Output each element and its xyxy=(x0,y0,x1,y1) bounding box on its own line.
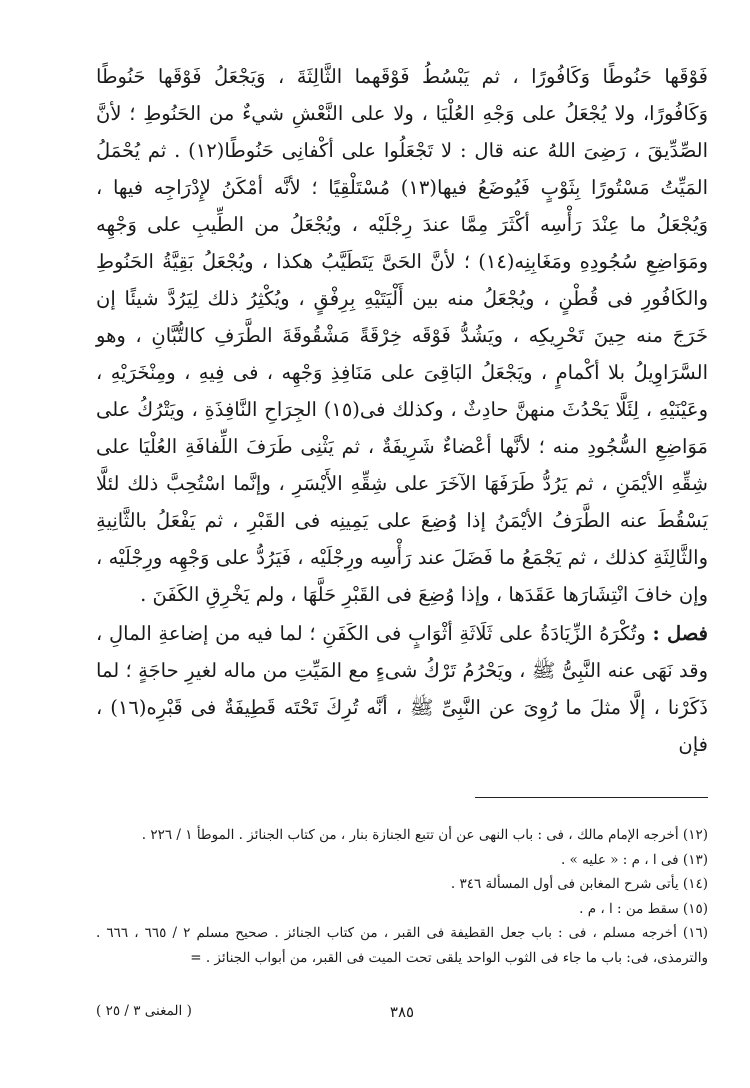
body-paragraph: فَوْقَها حَنُوطًا وَكَافُورًا ، ثم يَبْسُطُ فَوْقَهما الثَّالِثَةَ ، وَيَجْعَلُ فَوْقَها حَنُوطًا وَكَافُورًا، ولا يُجْعَلُ على وَجْهِ العُلْيَا ، ولا على النَّعْشِ شيءٌ من الحَنُوطِ ؛ لأنَّ الصِّدِّيقَ ، رَضِىَ اللهُ عنه قال : لا تَجْعَلُوا على أكْفانِى حَنُوطًا(١٢) . ثم يُحْمَلُ المَيِّتُ مَسْتُورًا بِثَوْبٍ فَيُوضَعُ فيها(١٣) مُسْتَلْقِيًا ؛ لأنَّه أمْكَنُ لإِدْرَاجِه فيها ، وَيُجْعَلُ ما عِنْدَ رَأْسِه أكْثَرَ مِمَّا عندَ رِجْلَيْه ، ويُجْعَلُ من الطِّيبِ على وَجْهِه ومَوَاضِعِ سُجُودِهِ ومَغَابِنِه(١٤) ؛ لأنَّ الحَىَّ يَتَطَيَّبُ هكذا ، ويُجْعَلُ بَقِيَّةُ الحَنُوطِ والكَافُورِ فى قُطْنٍ ، ويُجْعَلُ منه بين أَلْيَتَيْهِ بِرِفْقٍ ، ويُكْثِرُ ذلك لِيَرُدَّ شيئًا إن خَرَجَ منه حِينَ تَحْرِيكِه ، ويَشُدُّ فَوْقَه خِرْقَةً مَشْقُوقَةَ الطَّرَفِ كالتُّبَّانِ ، وهو السَّرَاوِيلُ بلا أكْمامٍ ، ويَجْعَلُ البَاقِىَ على مَنَافِذِ وَجْهِه ، فى فِيهِ ، ومِنْخَرَيْهِ ، وعَيْنَيْهِ ، لِئَلَّا يَحْدُثَ منهنَّ حادِثٌ ، وكذلك فى(١٥) الجِرَاحِ النَّافِذَةِ ، ويَتْرُكُ على مَوَاضِعِ السُّجُودِ منه ؛ لأنَّها أعْضاءٌ شَرِيفَةٌ ، ثم يَثْنِى طَرَفَ اللِّفافَةِ العُلْيَا على شِقِّهِ الأيْمَنِ ، ثم يَرُدُّ طَرَفَهَا الآخَرَ على شِقِّهِ الأَيْسَرِ ، وإنَّما اسْتُحِبَّ ذلك لئلَّا يَسْقُطَ عنه الطَّرَفُ الأيْمَنُ إذا وُضِعَ على يَمِينِه فى القَبْرِ ، ثم يَفْعَلُ بالثَّانِيةِ والثَّالِثَةِ كذلك ، ثم يَجْمَعُ ما فَضَلَ عند رَأْسِه ورِجْلَيْه ، فَيَرُدُّ على وَجْهِه ورِجْلَيْه ، وإن خافَ انْتِشَارَها عَقَدَها ، وإذا وُضِعَ فى القَبْرِ حَلَّهَا ، ولم يَخْرِقِ الكَفَنَ . xyxy=(96,65,709,606)
section-heading: فصل : xyxy=(652,622,708,645)
footnote: (١٣) فى ا ، م : « عليه » . xyxy=(560,851,708,868)
footnote-separator xyxy=(475,797,708,798)
footnotes xyxy=(96,823,708,970)
section-paragraph xyxy=(96,615,708,763)
page-number: ٣٨٥ xyxy=(389,1003,415,1021)
main-text xyxy=(96,58,708,763)
footnote: (١٤) يأتى شرح المغابن فى أول المسألة ٣٤٦ . xyxy=(450,876,708,892)
book-reference: ( المغنى ٣ / ٢٥ ) xyxy=(96,1003,192,1019)
footnote: (١٦) أخرجه مسلم ، فى : باب جعل القطيفة فى القبر ، من كتاب الجنائز . صحيح مسلم ٢ / ٦٦٥ ، ٦٦٦ . والترمذى، فى: باب ما جاء فى الثوب الواحد يلقى تحت الميت فى القبر، من أبواب الجنائز . = xyxy=(96,925,708,966)
section-body: وتُكْرَهُ الزِّيَادَةُ على ثَلَاثَةِ أثْوَابٍ فى الكَفَنِ ؛ لما فيه من إضاعةِ المالِ ، وقد نَهَى عنه النَّبِىُّ ﷺ ، ويَحْرُمُ تَرْكُ شىءٍ مع المَيِّتِ من ماله لغيرِ حاجَةٍ ؛ لما ذَكَرْنا ، إلَّا مثلَ ما رُوِىَ عن النَّبِىِّ ﷺ ، أنَّه تُرِكَ تَحْتَه قَطِيفَةٌ فى قَبْرِه(١٦) ، فإن xyxy=(96,622,708,756)
footnote: (١٢) أخرجه الإمام مالك ، فى : باب النهى عن أن تتبع الجنازة بنار ، من كتاب الجنائز . الموطأ ١ / ٢٢٦ . xyxy=(141,827,708,843)
footnote: (١٥) سقط من : ا ، م . xyxy=(579,900,708,917)
page-footer xyxy=(96,1003,708,1027)
